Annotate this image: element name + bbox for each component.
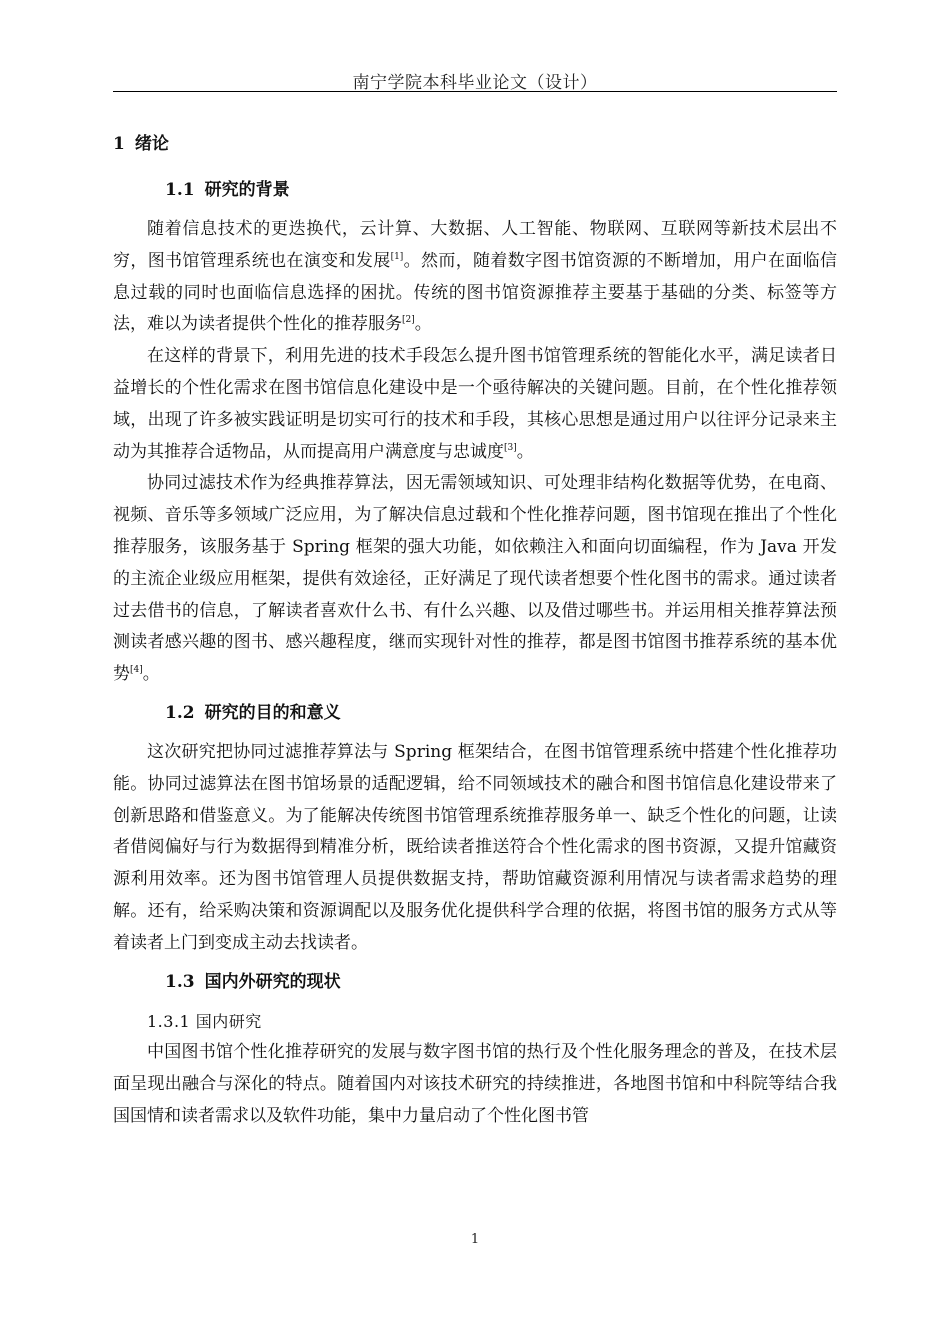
document-body xyxy=(113,128,837,1133)
body-paragraph xyxy=(113,468,837,691)
section-heading xyxy=(113,697,837,729)
body-paragraph xyxy=(113,214,837,341)
paragraph-text: 随着信息技术的更迭换代，云计算、大数据、人工智能、物联网、互联网等新技术层出不穷，图书馆管理系统也在演变和发展 xyxy=(113,219,837,271)
paragraph-text: 中国图书馆个性化推荐研究的发展与数字图书馆的热行及个性化服务理念的普及，在技术层面呈现出融合与深化的特点。随着国内对该技术研究的持续推进，各地图书馆和中科院等结合我国国情和读者需求以及软件功能，集中力量启动了个性化图书管 xyxy=(113,1042,837,1126)
sections-container xyxy=(113,174,837,1133)
section-number: 1.1 xyxy=(165,180,195,200)
paragraph-text: 在这样的背景下，利用先进的技术手段怎么提升图书馆管理系统的智能化水平，满足读者日益增长的个性化需求在图书馆信息化建设中是一个亟待解决的关键问题。目前，在个性化推荐领域，出现了许多被实践证明是切实可行的技术和手段，其核心思想是通过用户以往评分记录来主动为其推荐合适物品，从而提高用户满意度与忠诚度 xyxy=(113,346,837,462)
section-title: 研究的目的和意义 xyxy=(204,702,341,723)
citation-reference: [1] xyxy=(390,251,404,262)
section-title: 国内外研究的现状 xyxy=(204,971,341,992)
page-header-title: 南宁学院本科毕业论文（设计） xyxy=(352,73,598,93)
header-divider xyxy=(113,91,837,92)
paragraph-text: 。 xyxy=(142,664,160,685)
paragraph-text: 这次研究把协同过滤推荐算法与 Spring 框架结合，在图书馆管理系统中搭建个性化推荐功能。协同过滤算法在图书馆场景的适配逻辑，给不同领域技术的融合和图书馆信息化建设带来了创新思路和借鉴意义。为了能解决传统图书馆管理系统推荐服务单一、缺乏个性化的问题，让读者借阅偏好与行为数据得到精准分析，既给读者推送符合个性化需求的图书资源，又提升馆藏资源利用效率。还为图书馆管理人员提供数据支持，帮助馆藏资源利用情况与读者需求趋势的理解。还有，给采购决策和资源调配以及服务优化提供科学合理的依据，将图书馆的服务方式从等着读者上门到变成主动去找读者。 xyxy=(113,741,837,953)
page-number: 1 xyxy=(470,1232,480,1247)
chapter-number: 1 xyxy=(113,134,125,154)
chapter-title: 绪论 xyxy=(134,134,169,154)
citation-reference: [3] xyxy=(504,442,517,453)
body-paragraph xyxy=(113,341,837,468)
section-number: 1.3 xyxy=(165,971,195,992)
chapter-heading xyxy=(113,128,837,160)
subsection-heading: 1.3.1 国内研究 xyxy=(147,1011,262,1031)
citation-reference: [2] xyxy=(402,315,415,326)
section-heading xyxy=(113,966,837,998)
body-paragraph xyxy=(113,737,837,960)
citation-reference: [4] xyxy=(130,665,143,676)
paragraph-text: 。 xyxy=(516,441,534,462)
paragraph-text: 。然而，随着数字图书馆资源的不断增加，用户在面临信息过载的同时也面临信息选择的困扰。传统的图书馆资源推荐主要基于基础的分类、标签等方法，难以为读者提供个性化的推荐服务 xyxy=(113,250,838,335)
paragraph-text: 协同过滤技术作为经典推荐算法，因无需领域知识、可处理非结构化数据等优势，在电商、视频、音乐等多领域广泛应用，为了解决信息过载和个性化推荐问题，图书馆现在推出了个性化推荐服务，该服务基于 Spring 框架的强大功能，如依赖注入和面向切面编程，作为 Java 开发的主流企业级应用框架，提供有效途径，正好满足了现代读者想要个性化图书的需求。通过读者过去借书的信息，了解读者喜欢什么书、有什么兴趣、以及借过哪些书。并运用相关推荐算法预测读者感兴趣的图书、感兴趣程度，继而实现针对性的推荐，都是图书馆图书推荐系统的基本优势 xyxy=(113,473,837,685)
section-heading xyxy=(113,174,837,206)
section-number: 1.2 xyxy=(165,702,195,723)
body-paragraph xyxy=(113,1037,837,1132)
section-title: 研究的背景 xyxy=(204,180,290,200)
paragraph-text: 。 xyxy=(414,314,432,335)
